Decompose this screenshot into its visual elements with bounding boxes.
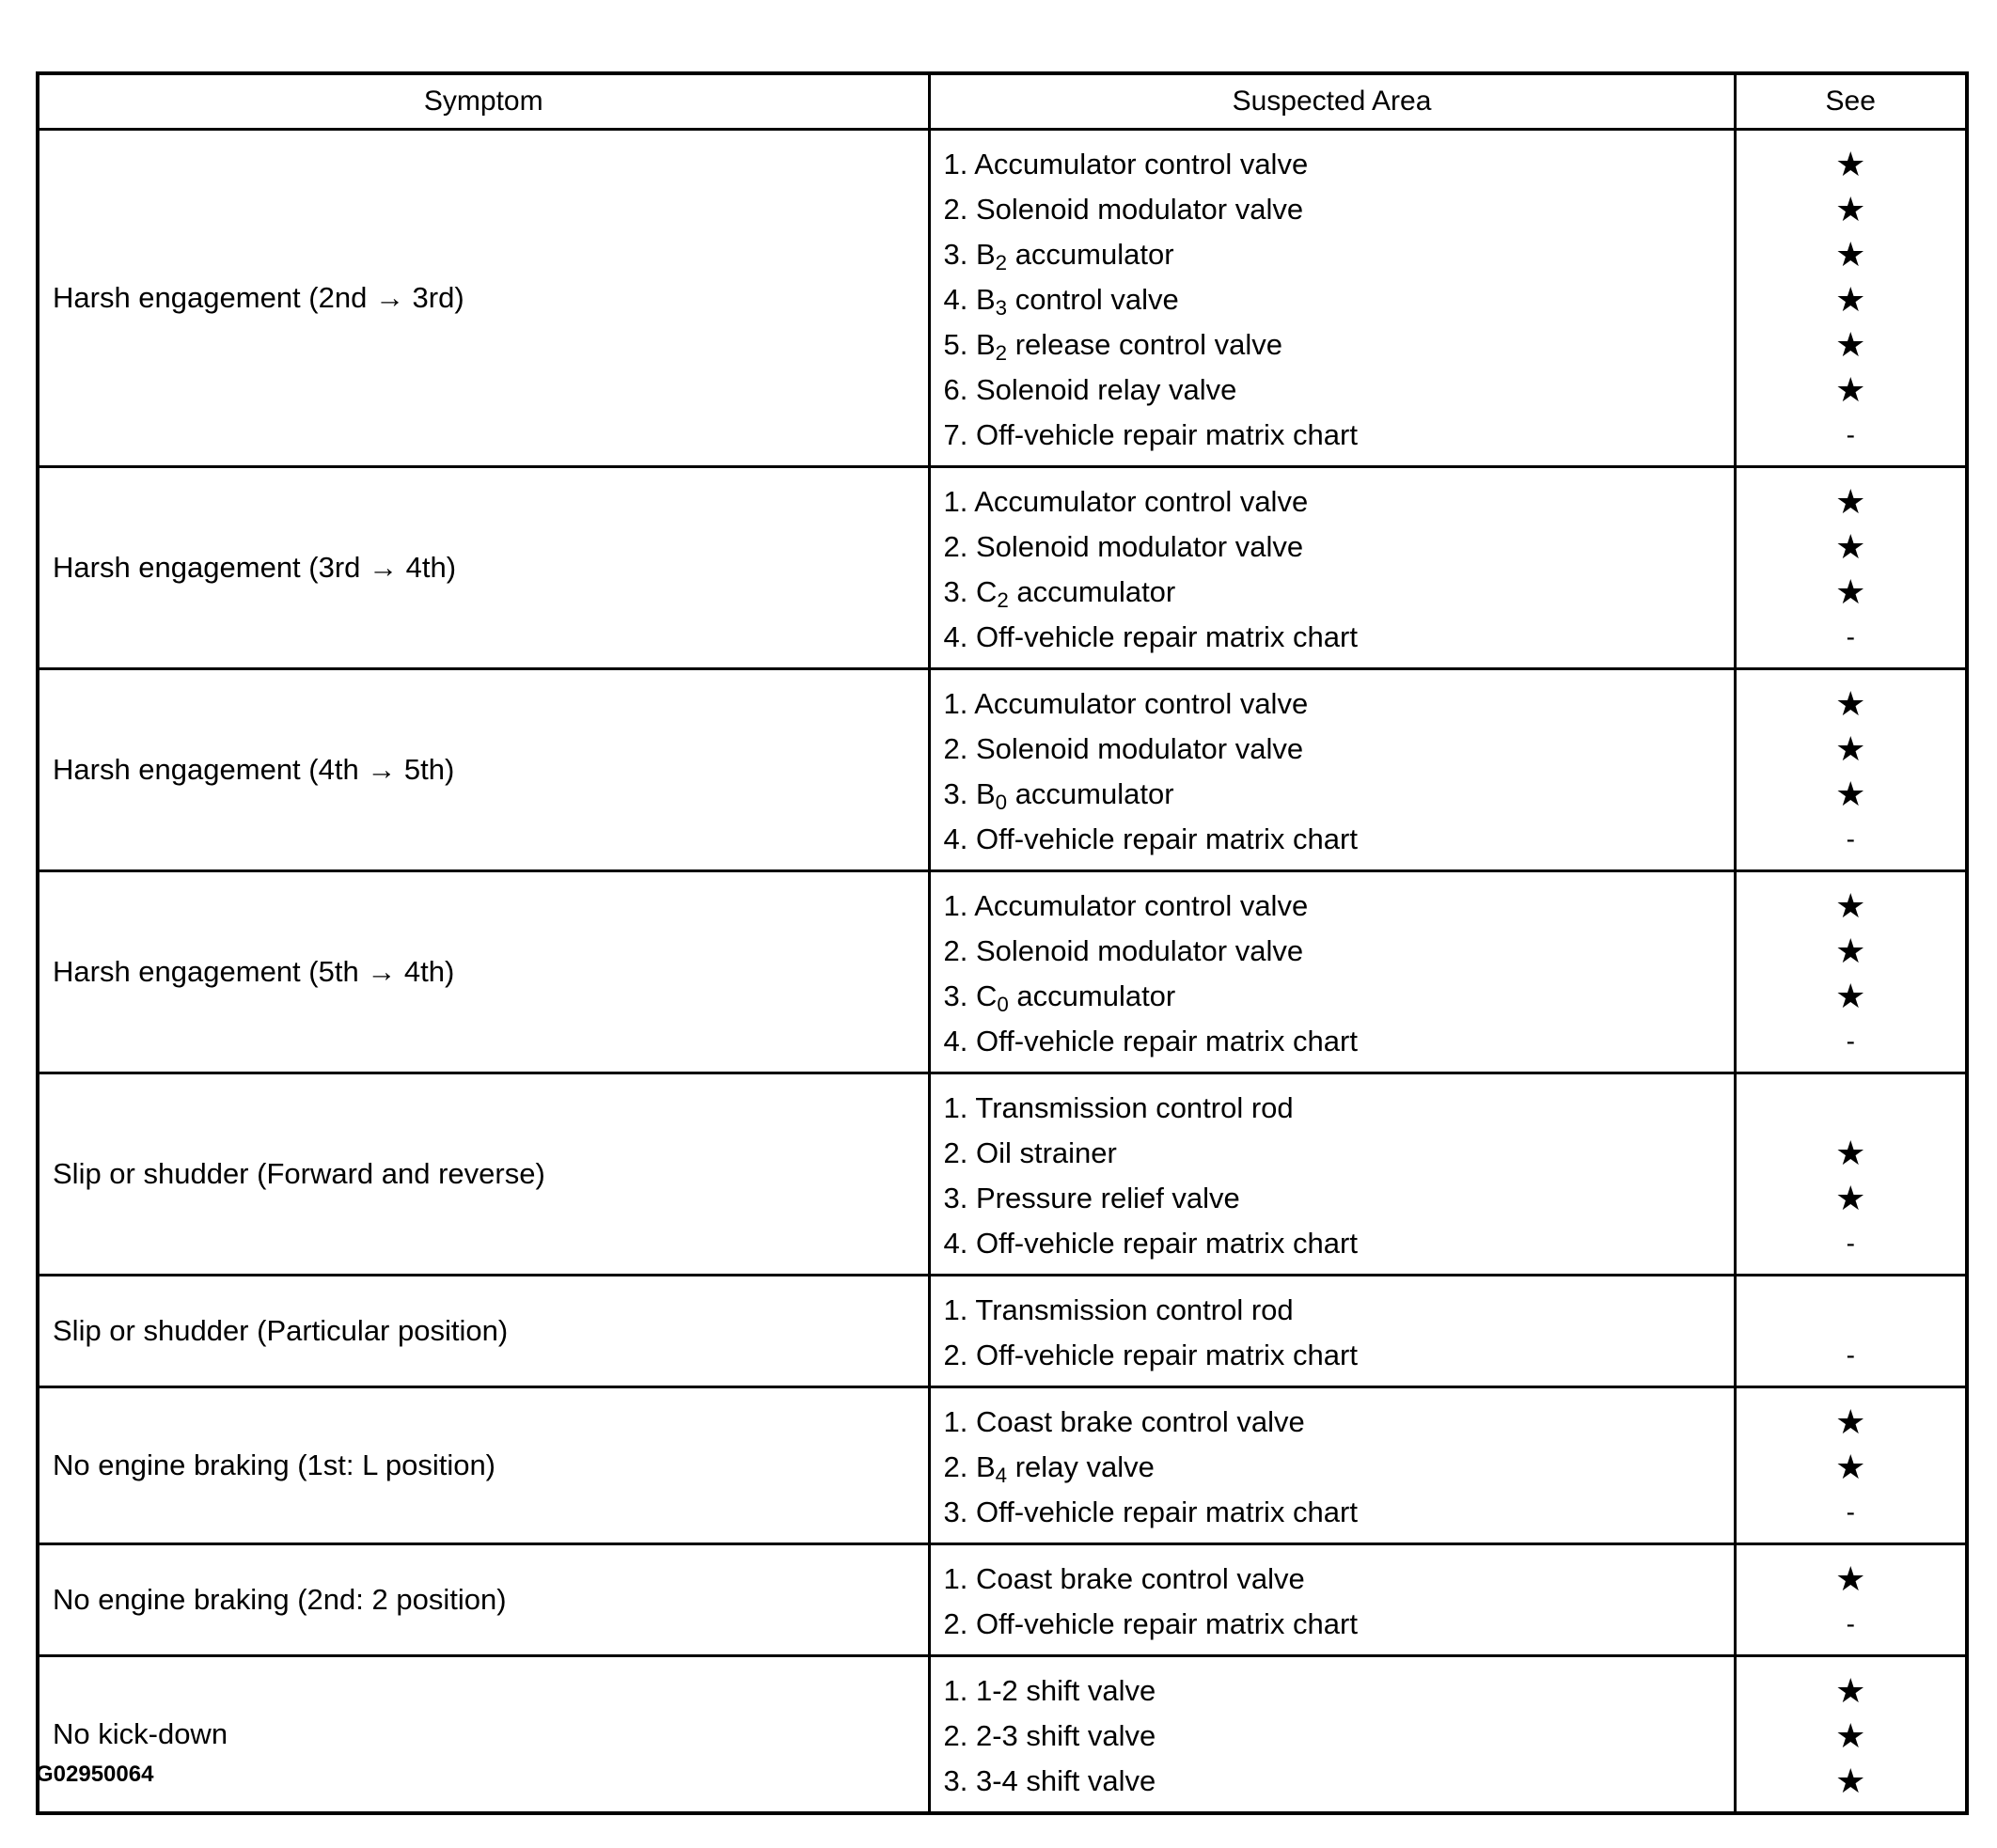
suspected-area-cell xyxy=(929,130,1735,467)
item-subscript: 0 xyxy=(995,791,1008,815)
suspected-area-item: 6. Solenoid relay valve xyxy=(943,373,1237,406)
suspected-area-item: 3. Off-vehicle repair matrix chart xyxy=(943,1496,1358,1528)
header-symptom: Symptom xyxy=(38,73,929,130)
star-icon: ★ xyxy=(1835,190,1866,228)
suspected-area-cell xyxy=(929,1387,1735,1544)
item-subscript: 4 xyxy=(995,1464,1008,1488)
symptom-cell: Harsh engagement (3rd → 4th) xyxy=(38,467,929,669)
symptom-cell: Slip or shudder (Forward and reverse) xyxy=(38,1073,929,1276)
suspected-area-item xyxy=(931,232,1734,277)
item-text: accumulator xyxy=(1008,575,1176,608)
suspected-area-item xyxy=(931,1445,1734,1490)
suspected-area-cell xyxy=(929,467,1735,669)
table-row xyxy=(38,1276,1967,1387)
item-text: 2. B xyxy=(943,1450,996,1483)
see-cell xyxy=(1735,871,1967,1073)
item-text: release control valve xyxy=(1007,328,1283,361)
table-row xyxy=(38,1073,1967,1276)
item-text: accumulator xyxy=(1007,238,1174,271)
star-icon: ★ xyxy=(1835,684,1866,723)
symptom-cell: Harsh engagement (4th → 5th) xyxy=(38,669,929,871)
suspected-area-item: 3. Pressure relief valve xyxy=(943,1182,1240,1214)
item-text: 3. C xyxy=(943,979,998,1012)
item-text: 3. B xyxy=(943,238,996,271)
star-icon: ★ xyxy=(1835,1559,1866,1598)
suspected-area-cell xyxy=(929,871,1735,1073)
symptom-table xyxy=(36,71,1969,1815)
table-row xyxy=(38,669,1967,871)
star-icon: ★ xyxy=(1835,1448,1866,1486)
suspected-area-cell xyxy=(929,1656,1735,1814)
see-cell xyxy=(1735,1073,1967,1276)
star-icon: ★ xyxy=(1835,527,1866,566)
see-mark: - xyxy=(1846,1497,1855,1527)
symptom-cell: Slip or shudder (Particular position) xyxy=(38,1276,929,1387)
suspected-area-item: 1. Coast brake control valve xyxy=(943,1562,1305,1595)
symptom-cell: No engine braking (1st: L position) xyxy=(38,1387,929,1544)
star-icon: ★ xyxy=(1835,325,1866,364)
see-cell xyxy=(1735,1276,1967,1387)
suspected-area-item: 1. Transmission control rod xyxy=(943,1091,1294,1124)
star-icon: ★ xyxy=(1835,1671,1866,1710)
star-icon: ★ xyxy=(1835,572,1866,611)
star-icon: ★ xyxy=(1835,1402,1866,1441)
see-cell xyxy=(1735,467,1967,669)
star-icon: ★ xyxy=(1835,729,1866,768)
suspected-area-item: 1. Accumulator control valve xyxy=(943,148,1309,180)
suspected-area-item: 2. Solenoid modulator valve xyxy=(943,732,1304,765)
star-icon: ★ xyxy=(1835,977,1866,1015)
star-icon: ★ xyxy=(1835,280,1866,319)
item-text: 5. B xyxy=(943,328,996,361)
item-subscript: 2 xyxy=(997,588,1009,613)
suspected-area-cell xyxy=(929,1276,1735,1387)
suspected-area-item: 2. Oil strainer xyxy=(943,1136,1117,1169)
see-mark: - xyxy=(1846,1340,1855,1370)
star-icon: ★ xyxy=(1835,482,1866,521)
suspected-area-item: 1. Accumulator control valve xyxy=(943,889,1309,922)
table-row xyxy=(38,1656,1967,1814)
table-body xyxy=(38,130,1967,1814)
suspected-area-item xyxy=(931,974,1734,1019)
header-suspected-area: Suspected Area xyxy=(929,73,1735,130)
see-mark: - xyxy=(1846,420,1855,449)
item-subscript: 3 xyxy=(995,296,1008,321)
see-mark: - xyxy=(1846,1609,1855,1638)
star-icon: ★ xyxy=(1835,1716,1866,1755)
suspected-area-item: 1. Accumulator control valve xyxy=(943,687,1309,720)
star-icon: ★ xyxy=(1835,1762,1866,1800)
suspected-area-item: 4. Off-vehicle repair matrix chart xyxy=(943,620,1358,653)
table-row xyxy=(38,1544,1967,1656)
symptom-cell: No engine braking (2nd: 2 position) xyxy=(38,1544,929,1656)
star-icon: ★ xyxy=(1835,1134,1866,1172)
suspected-area-item xyxy=(931,570,1734,615)
see-cell xyxy=(1735,1544,1967,1656)
suspected-area-item: 7. Off-vehicle repair matrix chart xyxy=(943,418,1358,451)
star-icon: ★ xyxy=(1835,1179,1866,1217)
see-mark: - xyxy=(1846,622,1855,651)
table-row xyxy=(38,871,1967,1073)
see-cell xyxy=(1735,669,1967,871)
suspected-area-item: 4. Off-vehicle repair matrix chart xyxy=(943,1227,1358,1260)
item-text: accumulator xyxy=(1007,777,1174,810)
header-see: See xyxy=(1735,73,1967,130)
suspected-area-item: 2. 2-3 shift valve xyxy=(943,1719,1156,1752)
star-icon: ★ xyxy=(1835,932,1866,970)
suspected-area-item xyxy=(931,772,1734,817)
suspected-area-item: 1. 1-2 shift valve xyxy=(943,1674,1156,1707)
item-text: relay valve xyxy=(1007,1450,1155,1483)
item-text: 3. B xyxy=(943,777,996,810)
see-mark: - xyxy=(1846,824,1855,854)
suspected-area-item: 2. Off-vehicle repair matrix chart xyxy=(943,1607,1358,1640)
item-text: 3. C xyxy=(943,575,998,608)
see-cell xyxy=(1735,1387,1967,1544)
table-row xyxy=(38,467,1967,669)
item-subscript: 0 xyxy=(997,993,1009,1017)
star-icon: ★ xyxy=(1835,235,1866,274)
item-text: control valve xyxy=(1007,283,1179,316)
see-mark xyxy=(1737,1086,1966,1131)
star-icon: ★ xyxy=(1835,775,1866,813)
suspected-area-item: 1. Transmission control rod xyxy=(943,1293,1294,1326)
item-subscript: 2 xyxy=(995,251,1008,275)
suspected-area-item xyxy=(931,277,1734,322)
suspected-area-item: 2. Solenoid modulator valve xyxy=(943,934,1304,967)
suspected-area-item: 2. Solenoid modulator valve xyxy=(943,193,1304,226)
suspected-area-cell xyxy=(929,669,1735,871)
table-header-row xyxy=(38,73,1967,130)
star-icon: ★ xyxy=(1835,145,1866,183)
table-row xyxy=(38,1387,1967,1544)
item-text: accumulator xyxy=(1008,979,1176,1012)
suspected-area-cell xyxy=(929,1544,1735,1656)
see-mark: - xyxy=(1846,1026,1855,1056)
symptom-cell: No kick-down xyxy=(38,1656,929,1814)
figure-id: G02950064 xyxy=(36,1762,154,1787)
star-icon: ★ xyxy=(1835,370,1866,409)
symptom-cell: Harsh engagement (2nd → 3rd) xyxy=(38,130,929,467)
table-row xyxy=(38,130,1967,467)
suspected-area-item: 3. 3-4 shift valve xyxy=(943,1764,1156,1797)
see-mark: - xyxy=(1846,1229,1855,1258)
see-cell xyxy=(1735,130,1967,467)
star-icon: ★ xyxy=(1835,886,1866,925)
suspected-area-item: 4. Off-vehicle repair matrix chart xyxy=(943,1025,1358,1057)
see-mark xyxy=(1737,1288,1966,1333)
item-subscript: 2 xyxy=(995,341,1008,366)
item-text: 4. B xyxy=(943,283,996,316)
suspected-area-item: 2. Solenoid modulator valve xyxy=(943,530,1304,563)
suspected-area-item: 2. Off-vehicle repair matrix chart xyxy=(943,1339,1358,1371)
suspected-area-item: 1. Coast brake control valve xyxy=(943,1405,1305,1438)
suspected-area-item xyxy=(931,322,1734,368)
symptom-cell: Harsh engagement (5th → 4th) xyxy=(38,871,929,1073)
suspected-area-cell xyxy=(929,1073,1735,1276)
suspected-area-item: 1. Accumulator control valve xyxy=(943,485,1309,518)
see-cell xyxy=(1735,1656,1967,1814)
suspected-area-item: 4. Off-vehicle repair matrix chart xyxy=(943,822,1358,855)
